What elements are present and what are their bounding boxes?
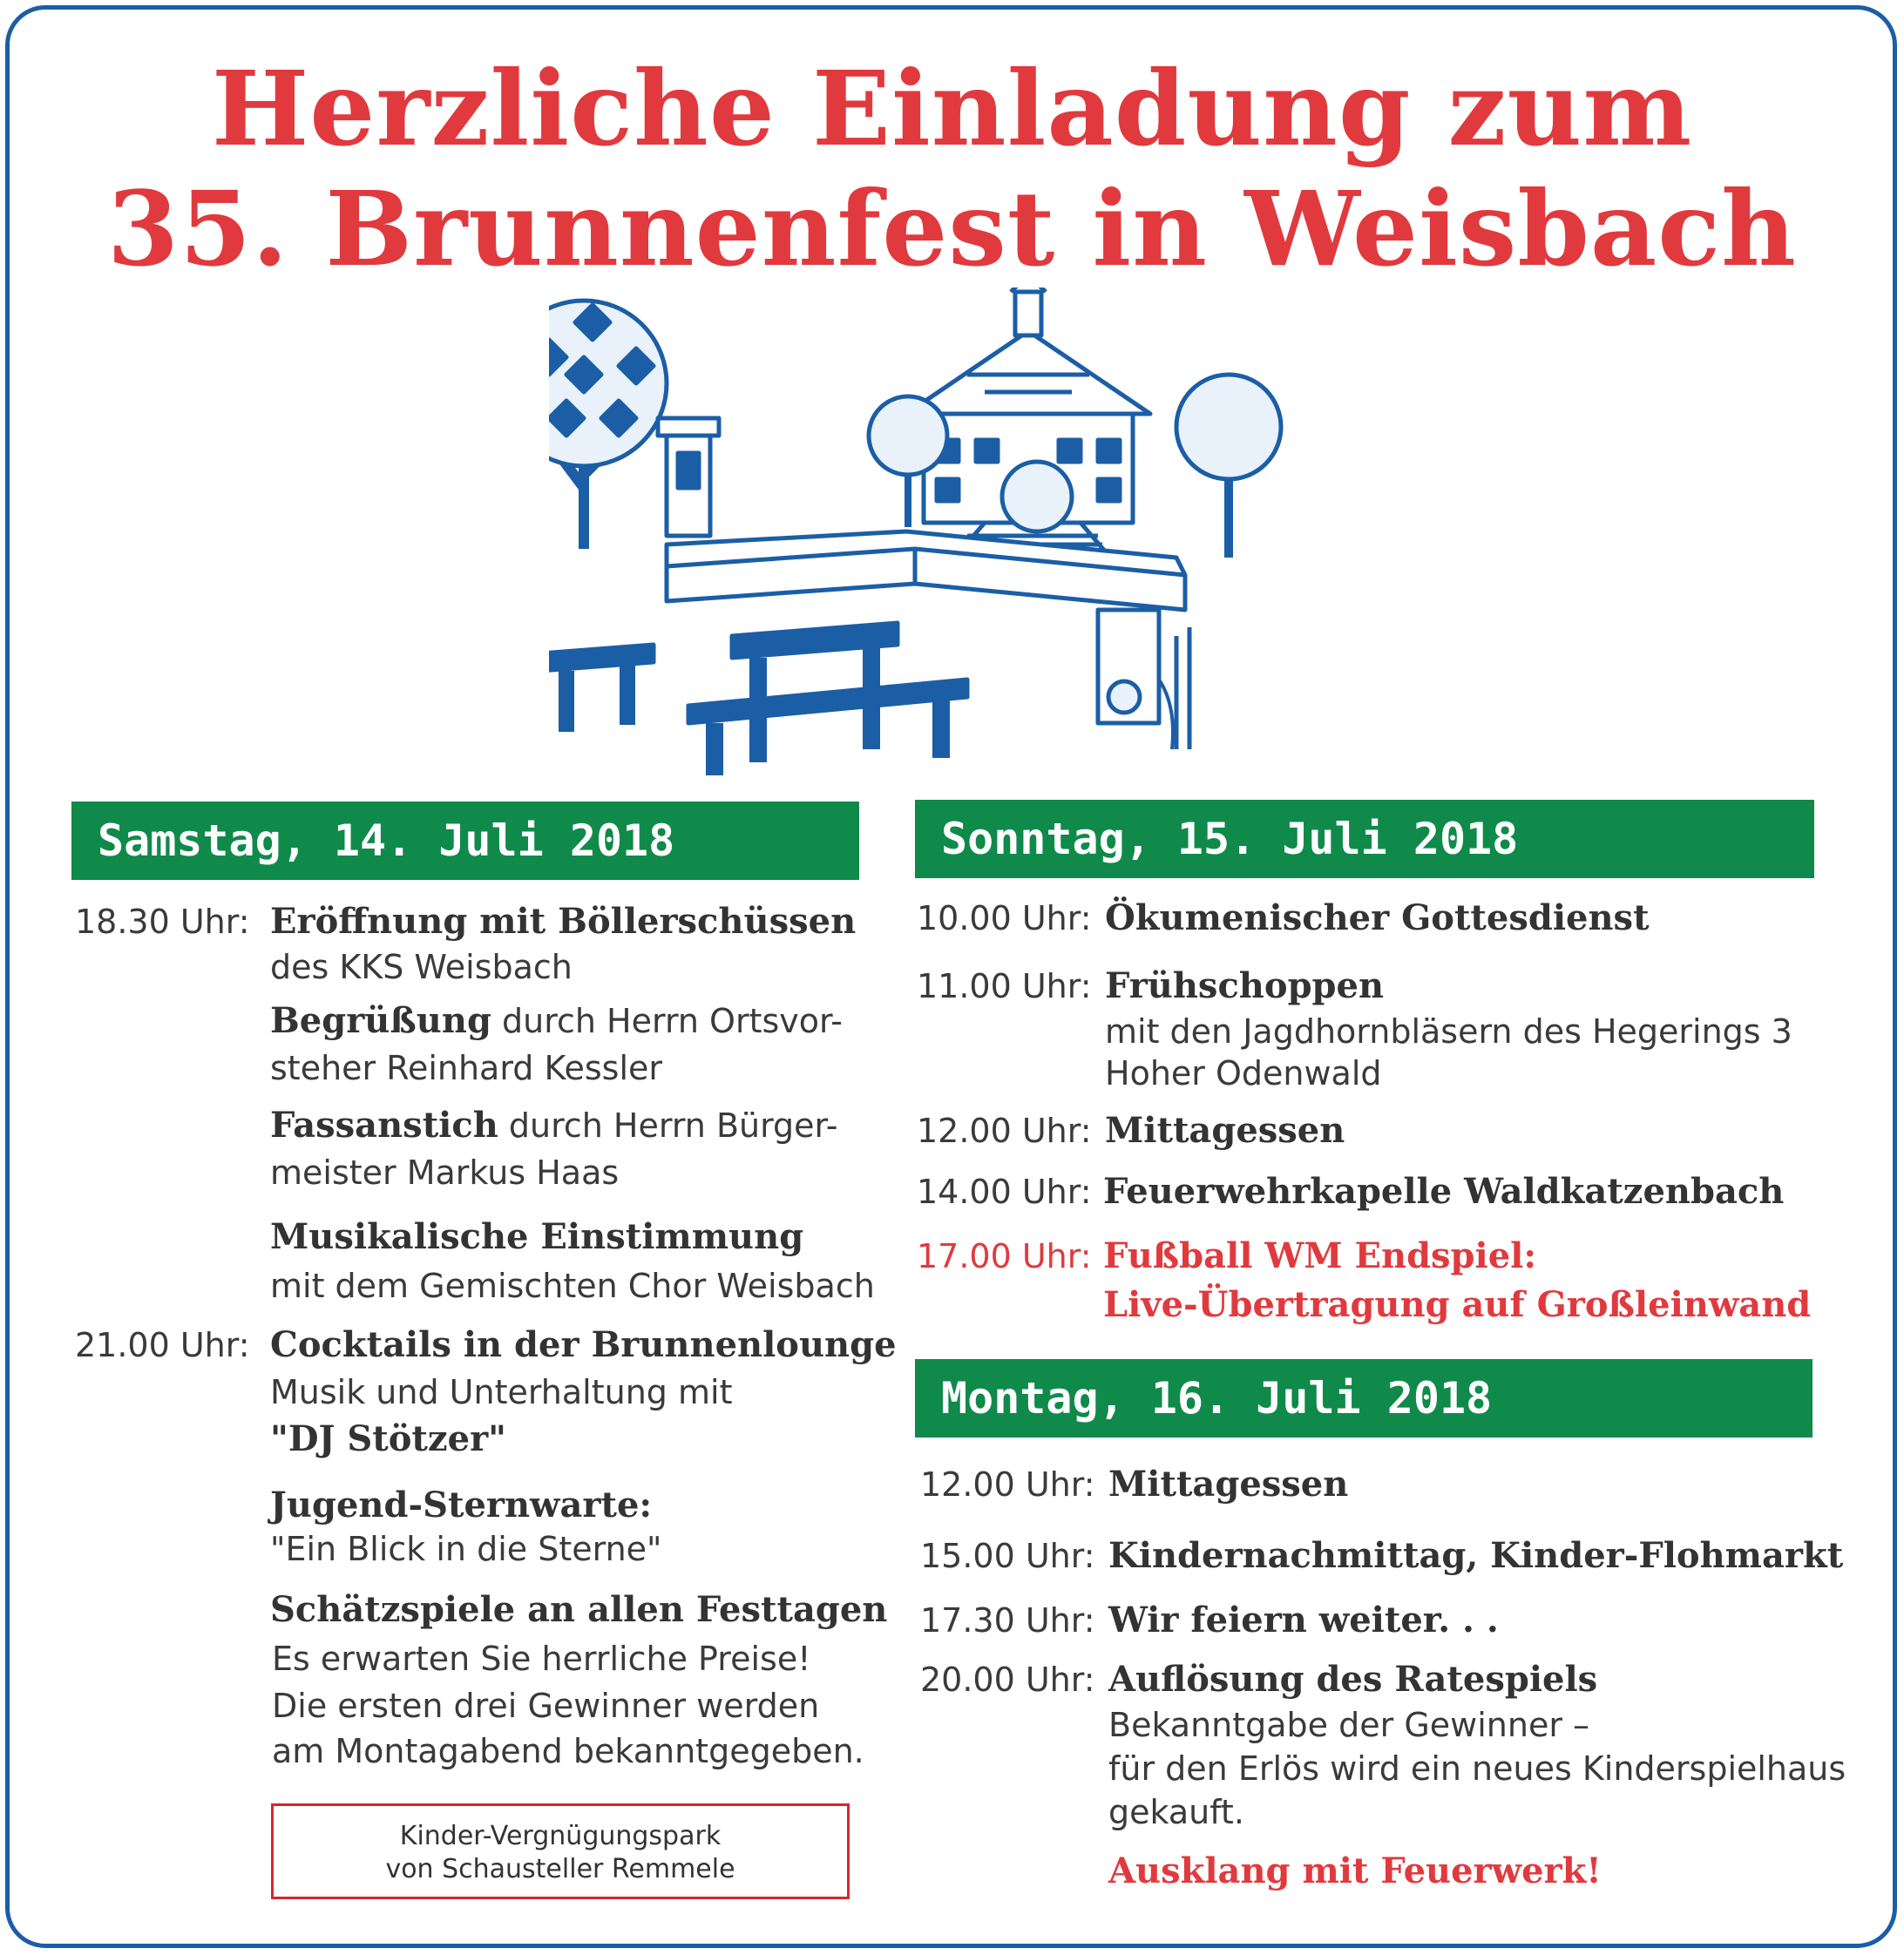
title-line-2: 35. Brunnenfest in Weisbach: [107, 168, 1797, 289]
picnic-table-icon: [549, 623, 967, 775]
event-detail: steher Reinhard Kessler: [270, 1049, 663, 1087]
event-detail: "DJ Stötzer": [270, 1418, 506, 1459]
title-line-1: Herzliche Einladung zum: [211, 48, 1693, 169]
event-detail: Die ersten drei Gewinner werden: [272, 1687, 820, 1725]
notice-line: von Schausteller Remmele: [385, 1854, 735, 1884]
event-detail: mit dem Gemischten Chor Weisbach: [270, 1267, 875, 1305]
event-detail: für den Erlös wird ein neues Kinderspielhaus: [1108, 1749, 1846, 1788]
sunday-heading: Sonntag, 15. Juli 2018: [915, 800, 1814, 878]
closing-fireworks: Ausklang mit Feuerwerk!: [1108, 1850, 1602, 1891]
time-label: 17.00 Uhr:: [917, 1237, 1092, 1275]
event-detail: "Ein Blick in die Sterne": [270, 1530, 662, 1568]
time-label: 17.30 Uhr:: [920, 1601, 1095, 1640]
event-title: Mittagessen: [1108, 1464, 1349, 1505]
event-title: Musikalische Einstimmung: [270, 1216, 804, 1257]
fountain-village-hall-illustration: [549, 288, 1316, 775]
event-detail: Bekanntgabe der Gewinner –: [1108, 1706, 1590, 1744]
event-detail: mit den Jagdhornbläsern des Hegerings 3: [1105, 1012, 1792, 1051]
event-detail: durch Herrn Ortsvor-: [491, 1002, 843, 1040]
event-title: Mittagessen: [1105, 1110, 1345, 1151]
event-title: Auflösung des Ratespiels: [1108, 1659, 1598, 1700]
time-label: 12.00 Uhr:: [917, 1112, 1092, 1150]
event-title: Schätzspiele an allen Festtagen: [270, 1589, 888, 1630]
event-title: Frühschoppen: [1105, 965, 1385, 1006]
event-title: Begrüßung: [270, 1000, 491, 1041]
event-title: Live-Übertragung auf Großleinwand: [1103, 1284, 1812, 1325]
event-title: Fußball WM Endspiel:: [1103, 1235, 1537, 1276]
event-title: Feuerwehrkapelle Waldkatzenbach: [1103, 1171, 1785, 1212]
event-detail: gekauft.: [1108, 1793, 1244, 1831]
time-label: 20.00 Uhr:: [920, 1661, 1095, 1699]
event-title: Fassanstich: [270, 1105, 498, 1146]
event-detail: Es erwarten Sie herrliche Preise!: [272, 1640, 811, 1678]
event-detail: am Montagabend bekanntgegeben.: [272, 1732, 864, 1770]
event-detail: durch Herrn Bürger-: [498, 1106, 838, 1145]
event-title: Jugend-Sternwarte:: [270, 1485, 653, 1525]
saturday-heading: Samstag, 14. Juli 2018: [71, 802, 859, 880]
time-label: 15.00 Uhr:: [920, 1537, 1095, 1575]
event-detail: meister Markus Haas: [270, 1153, 620, 1192]
time-label: 18.30 Uhr:: [75, 903, 250, 941]
time-label: 14.00 Uhr:: [917, 1173, 1092, 1211]
event-title: Kindernachmittag, Kinder-Flohmarkt: [1108, 1535, 1844, 1576]
time-label: 21.00 Uhr:: [75, 1326, 250, 1364]
event-line: [270, 1105, 837, 1147]
event-title: Cocktails in der Brunnenlounge: [270, 1324, 897, 1365]
event-line: [270, 1000, 843, 1042]
time-label: 11.00 Uhr:: [917, 967, 1092, 1005]
monday-heading: Montag, 16. Juli 2018: [915, 1359, 1813, 1438]
time-label: 10.00 Uhr:: [917, 899, 1092, 937]
event-detail: Hoher Odenwald: [1105, 1054, 1382, 1092]
event-detail: Musik und Unterhaltung mit: [270, 1373, 733, 1411]
event-title: Wir feiern weiter. . .: [1108, 1600, 1499, 1640]
event-title: Eröffnung mit Böllerschüssen: [270, 901, 857, 942]
notice-line: Kinder-Vergnügungspark: [399, 1821, 722, 1851]
time-label: 12.00 Uhr:: [920, 1465, 1095, 1504]
event-title: Ökumenischer Gottesdienst: [1105, 897, 1650, 938]
amusement-park-notice: [271, 1803, 850, 1899]
tree-icon: [549, 301, 667, 549]
event-detail: des KKS Weisbach: [270, 948, 573, 986]
